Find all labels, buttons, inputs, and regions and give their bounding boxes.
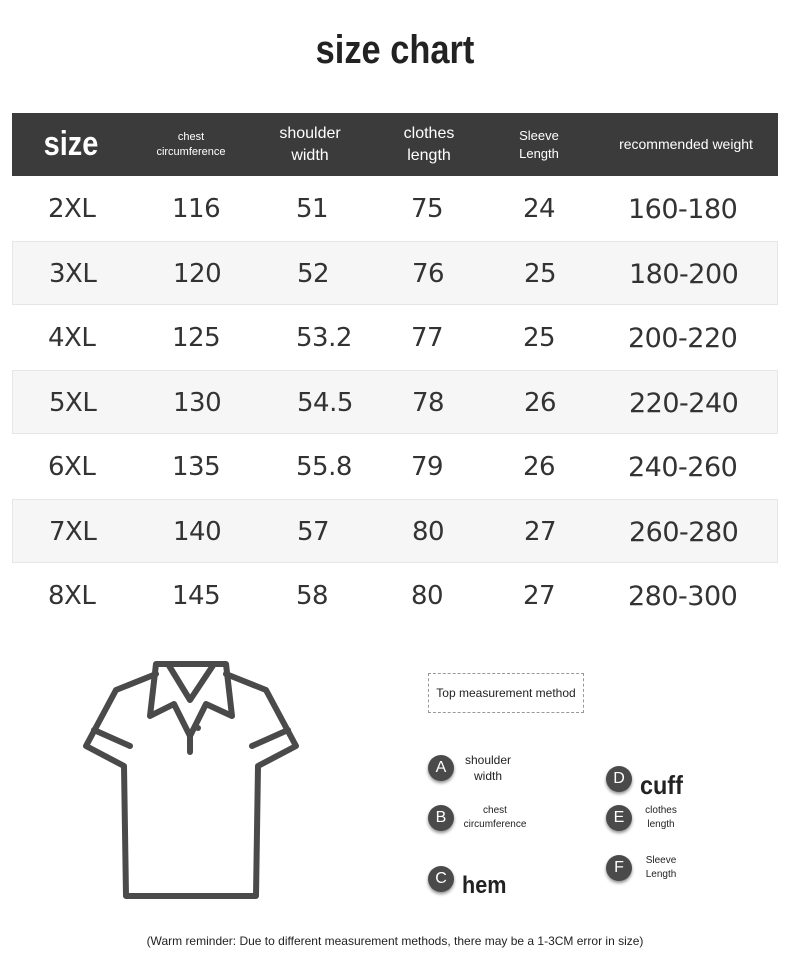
cell-size: 7XL — [49, 517, 97, 547]
header-weight: recommended weight — [619, 136, 753, 153]
cell-sleeve: 25 — [524, 259, 557, 289]
legend-badge-d: D — [606, 766, 632, 792]
table-row — [12, 563, 778, 628]
legend-label: chest circumference — [463, 805, 527, 830]
table-header — [12, 113, 778, 176]
cell-shoulder: 57 — [297, 517, 330, 547]
cell-shoulder: 58 — [296, 581, 329, 611]
header-size: size — [43, 124, 99, 163]
cell-length: 80 — [411, 581, 444, 611]
legend-badge-c: C — [428, 866, 454, 892]
cell-sleeve: 26 — [524, 388, 557, 418]
header-chest: chest circumference — [156, 130, 226, 158]
legend-item-shoulder — [428, 752, 514, 784]
cell-size: 2XL — [48, 194, 96, 224]
table-row — [12, 241, 778, 305]
table-row — [12, 370, 778, 434]
legend-label: Sleeve Length — [645, 855, 677, 880]
cell-size: 5XL — [49, 388, 97, 418]
legend-item-chest — [428, 804, 528, 831]
header-length: clothes length — [403, 124, 455, 164]
cell-weight: 180-200 — [629, 258, 739, 290]
legend-label: clothes length — [645, 805, 677, 830]
legend-item-length — [606, 804, 682, 831]
legend-badge-f: F — [606, 855, 632, 881]
cell-chest: 116 — [172, 194, 221, 224]
cell-length: 75 — [411, 194, 444, 224]
cell-length: 78 — [412, 388, 445, 418]
measurement-method-label: Top measurement method — [428, 673, 584, 713]
cell-shoulder: 52 — [297, 259, 330, 289]
cell-chest: 130 — [173, 388, 222, 418]
legend-item-sleeve — [606, 854, 682, 881]
cell-size: 4XL — [48, 323, 96, 353]
cell-weight: 200-220 — [628, 322, 738, 354]
legend-item-hem — [428, 856, 511, 902]
cell-size: 6XL — [48, 452, 96, 482]
cell-chest: 145 — [172, 581, 221, 611]
table-row — [12, 434, 778, 499]
legend-badge-e: E — [606, 805, 632, 831]
legend-badge-a: A — [428, 755, 454, 781]
warm-reminder-note: (Warm reminder: Due to different measurement methods, there may be a 1-3CM error in size) — [146, 934, 644, 948]
cell-shoulder: 51 — [296, 194, 329, 224]
cell-chest: 120 — [173, 259, 222, 289]
cell-chest: 125 — [172, 323, 221, 353]
size-table — [12, 113, 778, 628]
cell-length: 76 — [412, 259, 445, 289]
shirt-illustration-icon — [78, 660, 304, 906]
cell-sleeve: 27 — [523, 581, 556, 611]
table-row — [12, 176, 778, 241]
cell-shoulder: 53.2 — [296, 323, 352, 353]
cell-size: 8XL — [48, 581, 96, 611]
legend-badge-b: B — [428, 805, 454, 831]
cell-weight: 240-260 — [628, 451, 738, 483]
cell-sleeve: 27 — [524, 517, 557, 547]
legend-label: cuff — [640, 770, 683, 800]
cell-sleeve: 25 — [523, 323, 556, 353]
cell-chest: 140 — [173, 517, 222, 547]
cell-chest: 135 — [172, 452, 221, 482]
legend-item-cuff — [606, 754, 688, 803]
cell-sleeve: 26 — [523, 452, 556, 482]
cell-length: 79 — [411, 452, 444, 482]
cell-shoulder: 55.8 — [296, 452, 352, 482]
cell-weight: 280-300 — [628, 580, 738, 612]
cell-size: 3XL — [49, 259, 97, 289]
table-row — [12, 499, 778, 563]
cell-shoulder: 54.5 — [297, 388, 353, 418]
cell-weight: 260-280 — [629, 516, 739, 548]
cell-sleeve: 24 — [523, 194, 556, 224]
legend-label: shoulder width — [464, 753, 512, 784]
cell-length: 77 — [411, 323, 444, 353]
cell-weight: 160-180 — [628, 193, 738, 225]
legend-label: hem — [462, 872, 507, 899]
header-shoulder: shoulder width — [279, 124, 341, 164]
cell-weight: 220-240 — [629, 387, 739, 419]
page-title: size chart — [315, 28, 475, 72]
cell-length: 80 — [412, 517, 445, 547]
table-row — [12, 305, 778, 370]
header-sleeve: Sleeve Length — [519, 127, 559, 161]
